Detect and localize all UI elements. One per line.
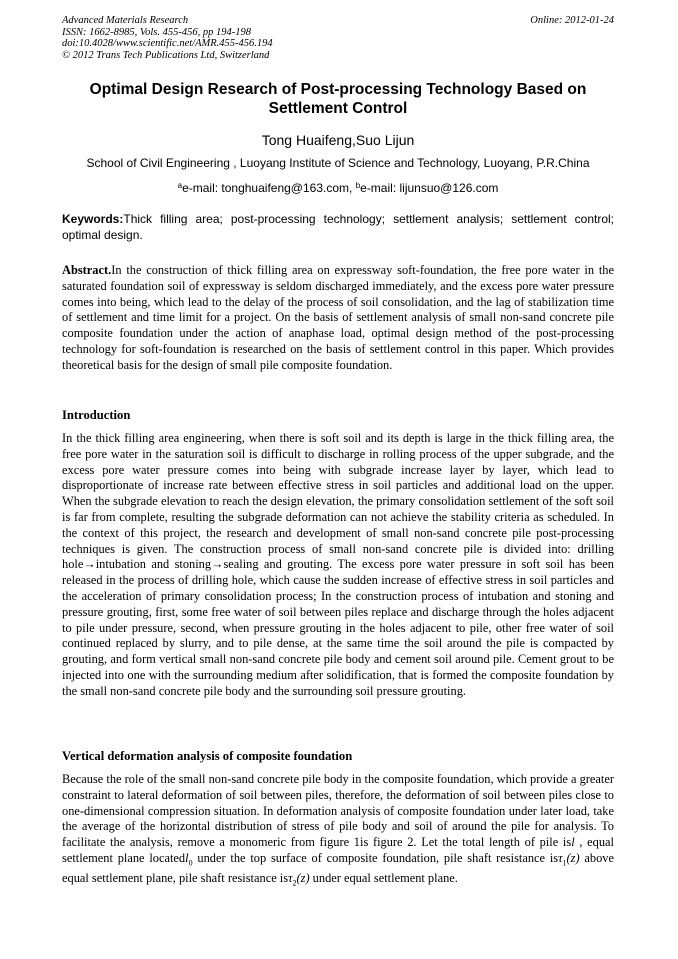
symbol-tau2-sub: 2	[292, 878, 297, 888]
abstract-label: Abstract.	[62, 263, 112, 277]
symbol-tau2	[288, 871, 310, 888]
keywords-text: Thick filling area; post-processing technology; settlement analysis; settlement control; optimal design.	[62, 212, 614, 242]
paragraph-text: under the top surface of composite foundation, pile shaft resistance is	[192, 850, 559, 865]
email-a-marker: a	[177, 181, 183, 190]
symbol-tau2-base: τ	[288, 871, 293, 886]
online-date: Online: 2012-01-24	[530, 15, 614, 26]
introduction-paragraph: In the thick filling area engineering, when there is soft soil and its depth is large in the thick filling area, the free pore water in the saturation soil is difficult to discharge in rolling process of the upper subgrade, and the excess pore water pressure comes into being with subgrade increase layer by layer, which lead to disproportionate of increase rate between effective stress in soil particles and additional load on the upper. When the subgrade elevation to reach the design elevation, the primary consolidation settlement of the soft soil is far from complete, resulting the subgrade deformation can not achieve the stability criteria as scheduled. In the context of this project, the research and development of small non-sand concrete pile post-processing techniques is given. The construction process of small non-sand concrete pile is divided into: drilling hole→intubation and stoning→sealing and grouting. The excess pore water pressure in soft soil has been released in the process of drilling hole, which cause the sudden increase of effective stress in soil particles and the acceleration of primary consolidation process; In the construction process of intubation and stoning and pressure grouting, first, some free water of soil between piles replace and discharge through the holes adjacent to pile under pressure, second, when pressure grouting in the holes adjacent to pile, other free water of soil continued replaced by slurry, and to pile dense, at the same time the soil around the pile is compacted by grouting, and form vertical small non-sand concrete pile body and cement soil around pile. Cement grout to be injected into one with the surrounding medium after solidification, that is formed the composite foundation by the small non-sand concrete pile body and the surrounding soil pressure grouting.	[62, 431, 614, 698]
paper-authors: Tong Huaifeng,Suo Lijun	[261, 132, 415, 148]
journal-name: Advanced Materials Research	[62, 15, 189, 26]
symbol-l0-base: l	[185, 850, 189, 865]
symbol-l0	[185, 850, 193, 868]
email-line	[62, 178, 614, 196]
keywords	[62, 212, 614, 243]
paper-title: Optimal Design Research of Post-processing Technology Based on Settlement Control	[89, 81, 587, 117]
email-b: e-mail: lijunsuo@126.com	[360, 181, 499, 195]
paragraph-text: , equal settlement plane located	[62, 835, 614, 865]
copyright-line: © 2012 Trans Tech Publications Ltd, Switzerland	[62, 49, 270, 61]
abstract-text: In the construction of thick filling area on expressway soft-foundation, the free pore water in the saturated foundation soil of expressway is seldom discharged immediately, and the excess pore water pressure comes into being, which lead to the delay of the process of soil consolidation, and the lag of stabilization time of settlement and time limit for a project. On the basis of settlement analysis of small non-sand concrete pile composite foundation under the action of anaphase load, optimal design method of the post-processing technology for soft-foundation is researched on the basis of settlement control in this paper. Which provides theoretical basis for the design of small pile composite foundation.	[62, 263, 614, 372]
issn-line: ISSN: 1662-8985, Vols. 455-456, pp 194-198	[62, 26, 251, 38]
symbol-tau1-base: τ	[558, 850, 563, 865]
symbol-l: l	[571, 835, 575, 850]
symbol-tau1-arg: (z)	[566, 850, 580, 865]
abstract	[62, 263, 614, 374]
keywords-label: Keywords:	[62, 212, 124, 226]
email-b-marker: b	[355, 181, 361, 190]
paragraph-text: under equal settlement plane.	[309, 871, 458, 886]
symbol-tau1	[558, 850, 580, 868]
paragraph-text: above equal settlement plane, pile shaft resistance is	[62, 850, 614, 886]
affiliation: School of Civil Engineering , Luoyang Institute of Science and Technology, Luoyang, P.R.China	[86, 156, 590, 170]
doi-line: doi:10.4028/www.scientific.net/AMR.455-456.194	[62, 38, 273, 49]
section-heading-vertical-deformation: Vertical deformation analysis of composite foundation	[62, 749, 353, 763]
symbol-tau1-sub: 1	[562, 858, 567, 868]
vertical-deformation-paragraph	[62, 772, 614, 892]
symbol-l0-sub: 0	[188, 858, 193, 868]
paragraph-text: Because the role of the small non-sand concrete pile body in the composite foundation, which provide a greater constraint to lateral deformation of soil between piles, therefore, the deformation of soil between piles close to one-dimensional compression situation. In deformation analysis of composite foundation under later load, take the average of the horizontal distribution of stress of pile body and soil of around the pile for analysis. To facilitate the analysis, remove a monomeric from figure 1is figure 2. Let the total length of pile is	[62, 772, 614, 850]
symbol-tau2-arg: (z)	[296, 871, 310, 886]
section-heading-introduction: Introduction	[62, 408, 131, 422]
journal-header	[62, 15, 614, 61]
email-a: e-mail: tonghuaifeng@163.com,	[182, 181, 356, 195]
